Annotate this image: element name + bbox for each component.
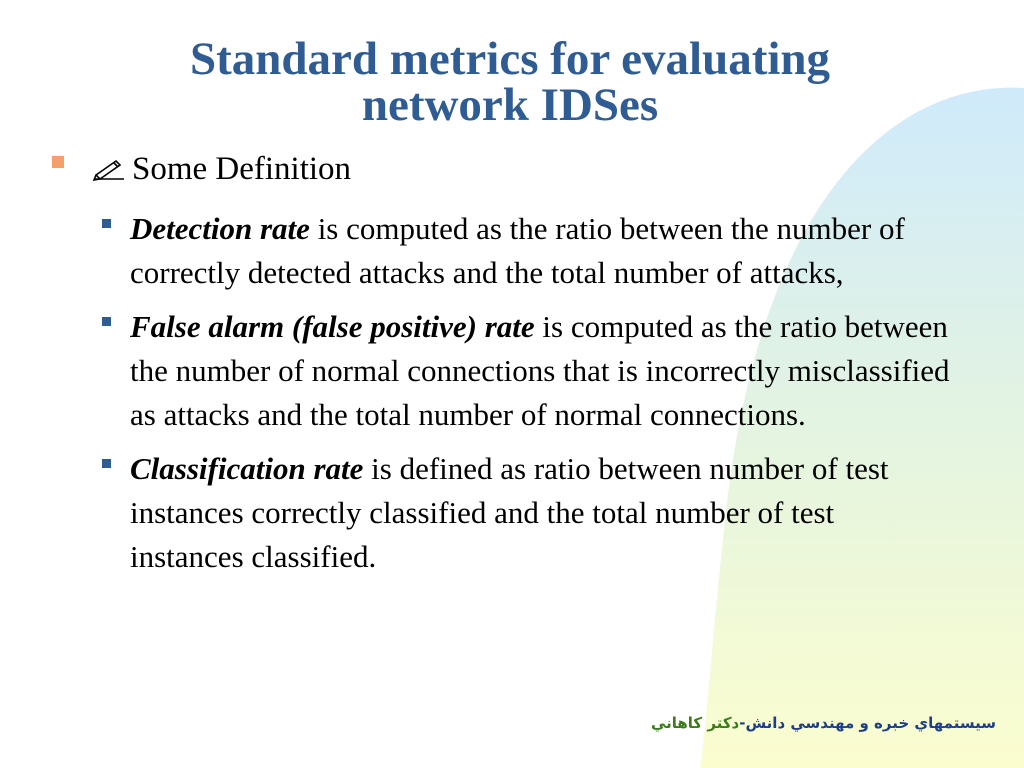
slide-title: [60, 33, 960, 131]
square-bullet-icon: [102, 459, 111, 468]
definition-term: False alarm (false positive) rate: [130, 309, 535, 344]
definition-term: Detection rate: [130, 211, 310, 246]
definition-item-classification-rate: [100, 447, 950, 579]
title-line-2: network IDSes: [361, 79, 659, 131]
definition-text: is computed as the ratio between the number of correctly detected attacks and the total number of attacks,: [130, 211, 905, 290]
square-bullet-icon: [102, 219, 111, 228]
definition-text: is computed as the ratio between the number of normal connections that is incorrectly misclassified as attacks and the total number of normal connections.: [130, 309, 950, 432]
square-bullet-icon: [52, 156, 64, 168]
definition-text: is defined as ratio between number of test instances correctly classified and the total number of test instances classified.: [130, 451, 889, 574]
footer-course: سيستمهاي خبره و مهندسي دانش-: [739, 714, 996, 732]
definition-item-detection-rate: [100, 207, 950, 295]
definition-item-false-alarm-rate: [100, 305, 950, 437]
definition-term: Classification rate: [130, 451, 364, 486]
square-bullet-icon: [102, 317, 111, 326]
pencil-writing-icon: [88, 155, 132, 183]
title-line-1: Standard metrics for evaluating: [189, 33, 831, 85]
definition-list: [100, 207, 950, 589]
level1-label: Some Definition: [132, 151, 352, 187]
slide-footer: [651, 714, 996, 732]
footer-author: دکتر کاهاني: [650, 714, 740, 732]
